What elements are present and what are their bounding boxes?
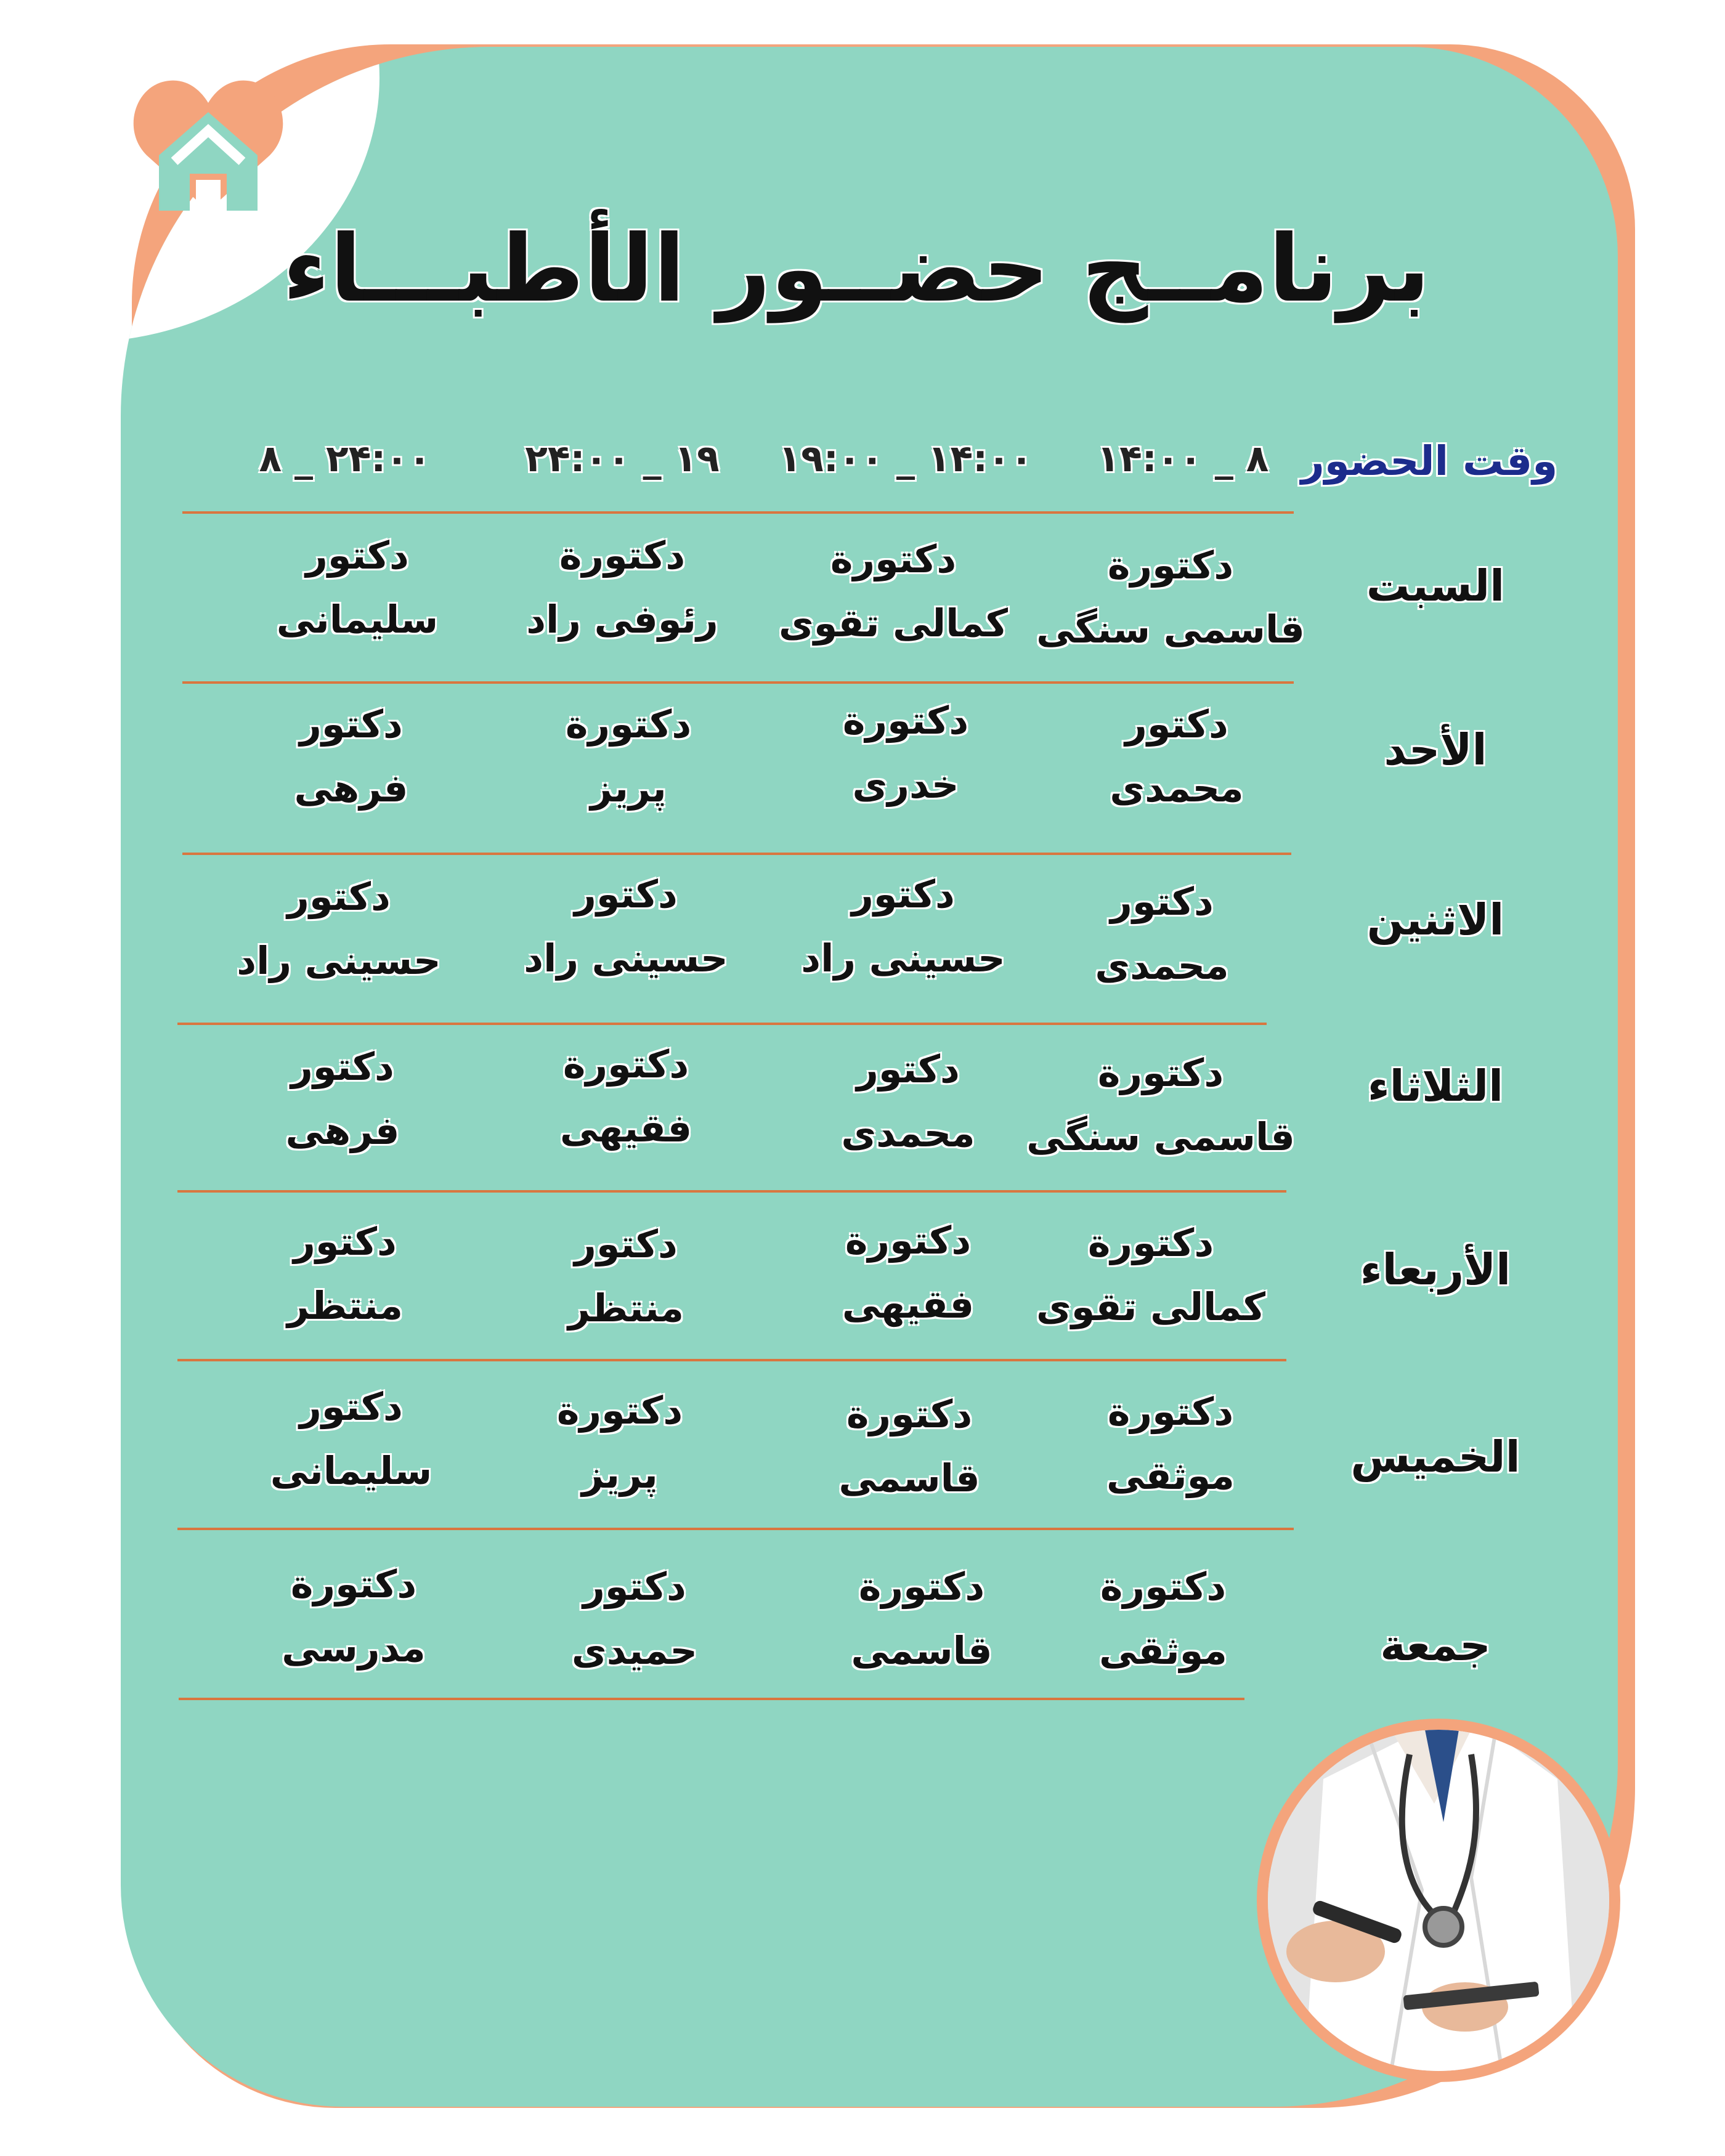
doctor-title: دکتور (291, 1044, 394, 1089)
doctor-title: دکتور (1110, 879, 1214, 924)
doctor-cell (1015, 1211, 1286, 1339)
doctor-cell (1028, 1555, 1299, 1683)
doctor-name: کمالی تقوی (778, 601, 1009, 646)
doctor-name: محمدی (1110, 766, 1244, 811)
doctor-title: دکتورة (1097, 1050, 1224, 1095)
doctor-name: رئوفی راد (526, 597, 718, 642)
doctor-title: دکتورة (1087, 1220, 1214, 1265)
doctor-title: دکتور (293, 1219, 397, 1264)
doctor-name: منتظر (568, 1286, 684, 1331)
doctor-name: پریز (590, 766, 667, 811)
doctor-name: فرهی (294, 766, 408, 811)
doctor-cell (216, 692, 487, 821)
doctor-cell (490, 862, 761, 991)
doctor-cell (222, 524, 493, 652)
doctor-title: دکتورة (846, 1392, 973, 1437)
doctor-name: فقیهی (842, 1282, 975, 1327)
doctor-title: دکتورة (842, 698, 969, 743)
doctor-name: حمیدی (571, 1628, 698, 1673)
doctor-cell (1025, 1041, 1296, 1169)
doctor-name: فقیهی (559, 1106, 692, 1151)
doctor-cell (203, 865, 474, 993)
doctor-title: دکتورة (1107, 1389, 1234, 1434)
day-label: الاثنین (1366, 894, 1504, 945)
row-divider (177, 1190, 1286, 1193)
doctor-title: دکتور (574, 872, 678, 917)
row-divider (177, 1023, 1267, 1025)
doctor-photo (1268, 1730, 1609, 2071)
doctor-name: مدرسی (282, 1626, 426, 1671)
time-slot-3: ۲۴:۰۰ _ ۱۹ (525, 437, 720, 480)
doctor-name: قاسمی (838, 1456, 980, 1501)
doctor-cell (786, 1555, 1057, 1683)
doctor-name: حسینی راد (801, 936, 1005, 981)
doctor-name: خدری (852, 762, 959, 807)
day-label: الثلاثاء (1367, 1061, 1504, 1111)
doctor-cell (1026, 870, 1297, 998)
doctor-name: سلیمانی (276, 597, 439, 642)
doctor-name: قاسمی سنگی (1036, 607, 1305, 652)
row-divider (182, 511, 1294, 514)
row-divider (182, 853, 1291, 855)
doctor-title: دکتورة (858, 1564, 985, 1609)
doctor-cell (1035, 533, 1306, 662)
page-title: برنامــج حضــور الأطبـــاء (282, 216, 1431, 323)
row-divider (182, 681, 1294, 684)
doctor-cell (218, 1552, 489, 1680)
doctor-cell (487, 524, 758, 652)
doctor-title: دکتور (856, 1047, 960, 1092)
doctor-name: حسینی راد (524, 936, 728, 981)
doctor-title: دکتورة (290, 1562, 417, 1607)
doctor-cell (493, 692, 764, 821)
doctor-title: دکتور (574, 1222, 678, 1266)
doctor-title: دکتور (299, 1384, 403, 1429)
doctor-title: دکتور (583, 1564, 686, 1609)
time-slot-2: ۱۹:۰۰ _ ۱۴:۰۰ (778, 437, 1033, 480)
doctor-title: دکتور (851, 872, 955, 917)
doctor-title: دکتورة (1100, 1564, 1227, 1609)
doctor-title: دکتورة (830, 537, 957, 582)
doctor-name: منتظر (287, 1283, 403, 1328)
doctor-name: حسینی راد (237, 938, 441, 983)
doctor-cell (216, 1375, 487, 1503)
doctor-name: فرهی (285, 1108, 400, 1153)
row-divider (177, 1528, 1294, 1530)
doctor-title: دکتورة (845, 1218, 972, 1263)
doctor-title: دکتورة (1107, 543, 1234, 588)
time-slot-1: ۱۴:۰۰ _ ۸ (1097, 437, 1269, 480)
doctor-cell (768, 862, 1039, 991)
doctor-name: سلیمانی (270, 1448, 432, 1493)
doctor-cell (484, 1379, 755, 1507)
doctor-name: موثقی (1106, 1453, 1235, 1498)
doctor-cell (770, 689, 1041, 817)
attendance-time-label: وقت الحضور (1301, 437, 1558, 485)
day-label: جمعة (1380, 1620, 1491, 1671)
day-label: الأحد (1384, 724, 1487, 775)
doctor-cell (773, 1209, 1044, 1337)
doctor-title: دکتورة (562, 1042, 689, 1087)
doctor-name: محمدی (841, 1111, 975, 1156)
doctor-cell (773, 1037, 1044, 1165)
doctor-name: کمالی تقوی (1036, 1284, 1266, 1329)
doctor-title: دکتورة (565, 702, 692, 747)
doctor-title: دکتورة (559, 533, 686, 578)
doctor-cell (490, 1032, 761, 1161)
row-divider (177, 1359, 1286, 1361)
time-slot-4: ۸ _ ۲۴:۰۰ (259, 437, 431, 480)
doctor-title: دکتور (1125, 702, 1228, 747)
heart-house-logo-icon (128, 69, 288, 217)
doctor-title: دکتور (299, 702, 403, 747)
doctor-title: دکتورة (556, 1388, 683, 1433)
doctor-cell (1035, 1380, 1306, 1508)
row-divider (179, 1698, 1244, 1700)
day-label: الأربعاء (1360, 1244, 1511, 1295)
doctor-name: قاسمی (851, 1628, 992, 1673)
doctor-name: قاسمی سنگی (1026, 1114, 1295, 1159)
doctor-title: دکتور (287, 874, 391, 919)
doctor-cell (1041, 692, 1312, 821)
doctor-cell (499, 1555, 770, 1683)
doctor-name: پریز (582, 1452, 658, 1497)
doctor-cell (207, 1035, 478, 1163)
doctor-cell (209, 1210, 481, 1338)
doctor-illustration-icon (1268, 1730, 1609, 2071)
doctor-name: موثقی (1099, 1628, 1227, 1673)
day-label: الخمیس (1350, 1432, 1520, 1482)
doctor-cell (758, 527, 1029, 655)
doctor-cell (774, 1382, 1045, 1510)
doctor-cell (490, 1212, 761, 1340)
day-label: السبت (1366, 561, 1505, 611)
doctor-name: محمدی (1095, 943, 1229, 988)
doctor-title: دکتور (306, 533, 409, 578)
